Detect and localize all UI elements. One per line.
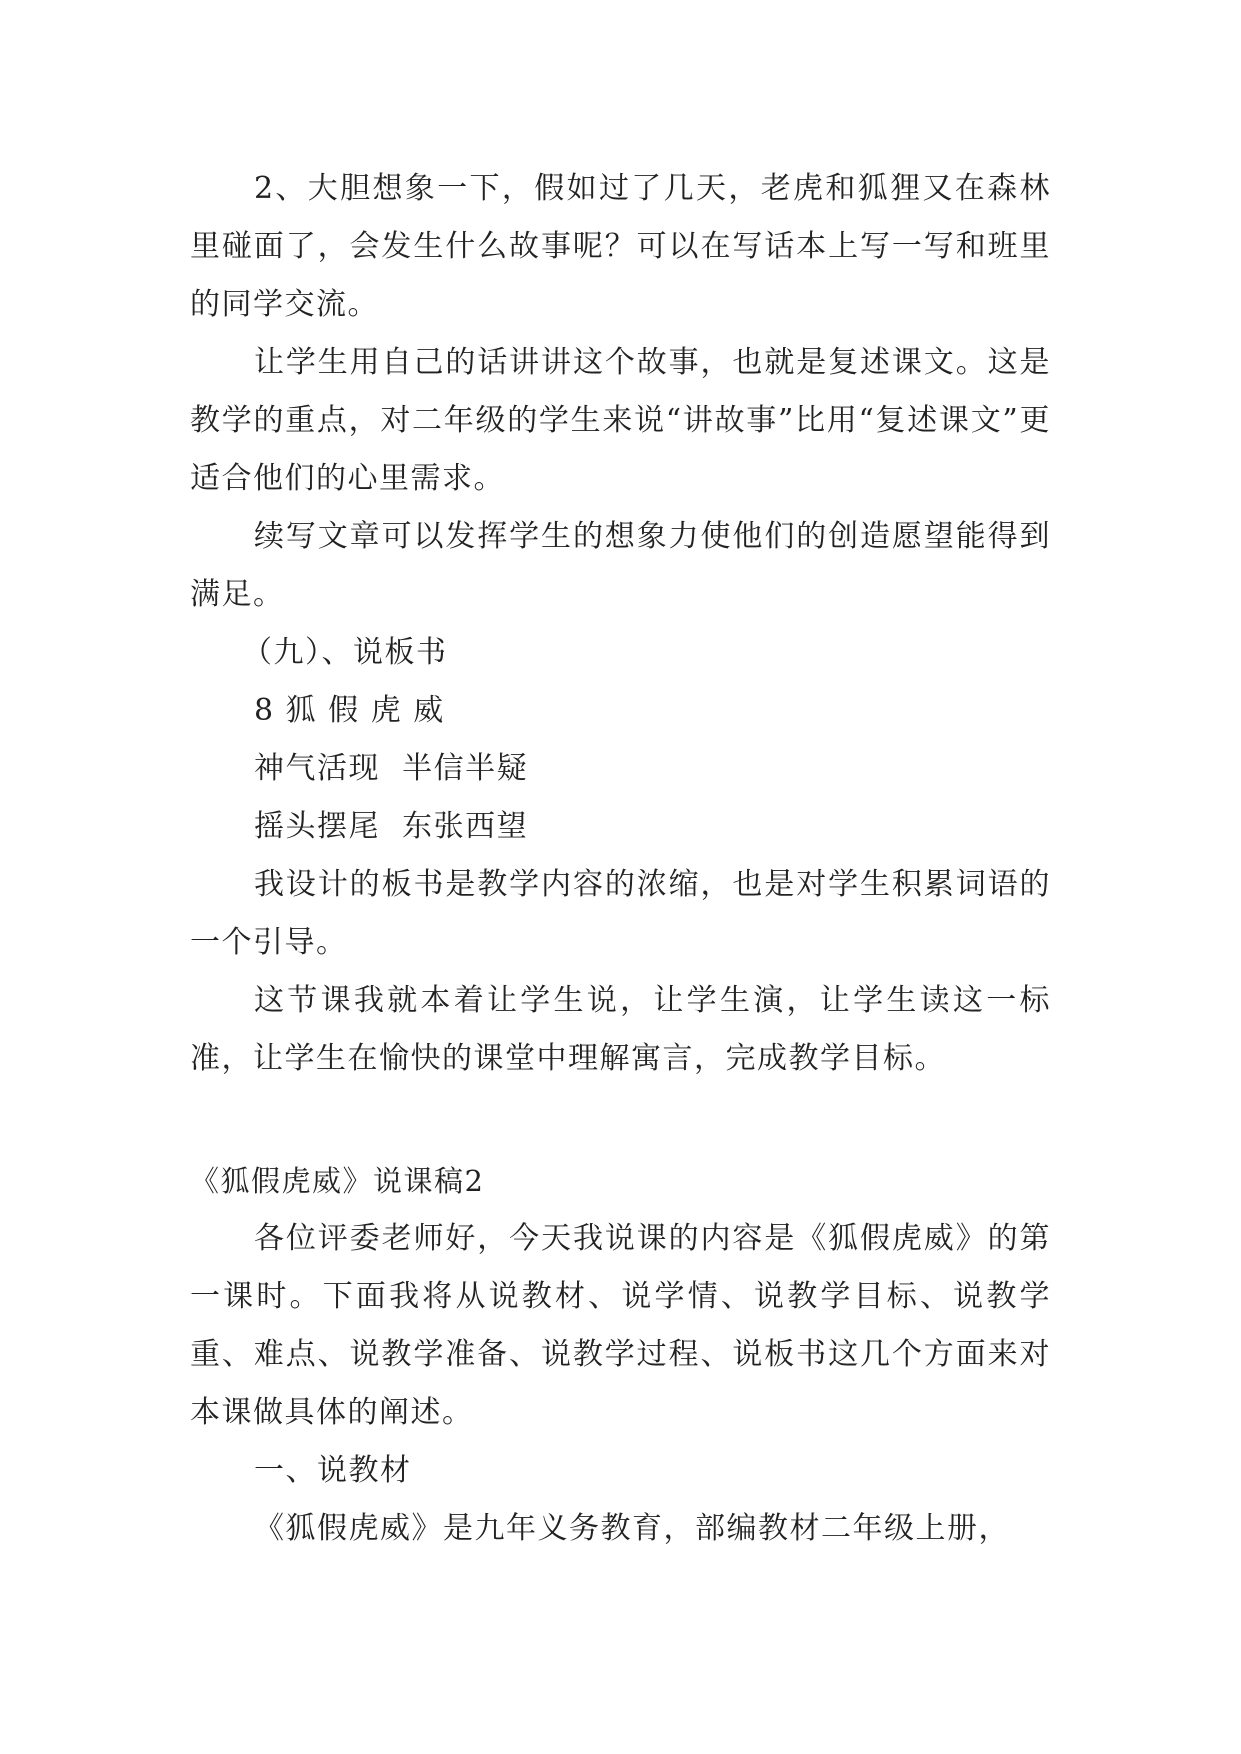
section-heading-textbook: 一、说教材 — [254, 1453, 412, 1488]
document-title-2: 《狐假虎威》说课稿2 — [190, 1164, 485, 1198]
paragraph-continue-writing: 续写文章可以发挥学生的想象力使他们的创造愿望能得到满足。 — [190, 519, 1051, 612]
paragraph-imagine: 2、大胆想象一下，假如过了几天，老虎和狐狸又在森林里碰面了，会发生什么故事呢？可以在写话本上写一写和班里的同学交流。 — [190, 171, 1051, 322]
blackboard-title: 8 狐 假 虎 威 — [254, 693, 445, 728]
document-page — [190, 160, 1051, 1558]
paragraph-lesson-standard: 这节课我就本着让学生说，让学生演，让学生读这一标准，让学生在愉快的课堂中理解寓言，完成教学目标。 — [190, 983, 1051, 1076]
paragraph-textbook-start: 《狐假虎威》是九年义务教育，部编教材二年级上册， — [254, 1511, 1010, 1546]
section-heading-blackboard: （九）、说板书 — [242, 635, 448, 670]
paragraph-retell: 让学生用自己的话讲讲这个故事，也就是复述课文。这是教学的重点，对二年级的学生来说“讲故事”比用“复述课文”更适合他们的心里需求。 — [190, 345, 1051, 496]
blackboard-row-2: 摇头摆尾 东张西望 — [254, 809, 529, 844]
paragraph-introduction: 各位评委老师好，今天我说课的内容是《狐假虎威》的第一课时。下面我将从说教材、说学情、说教学目标、说教学重、难点、说教学准备、说教学过程、说板书这几个方面来对本课做具体的阐述。 — [190, 1221, 1051, 1430]
paragraph-blackboard-design: 我设计的板书是教学内容的浓缩，也是对学生积累词语的一个引导。 — [190, 867, 1051, 960]
blackboard-row-1: 神气活现 半信半疑 — [254, 751, 529, 786]
